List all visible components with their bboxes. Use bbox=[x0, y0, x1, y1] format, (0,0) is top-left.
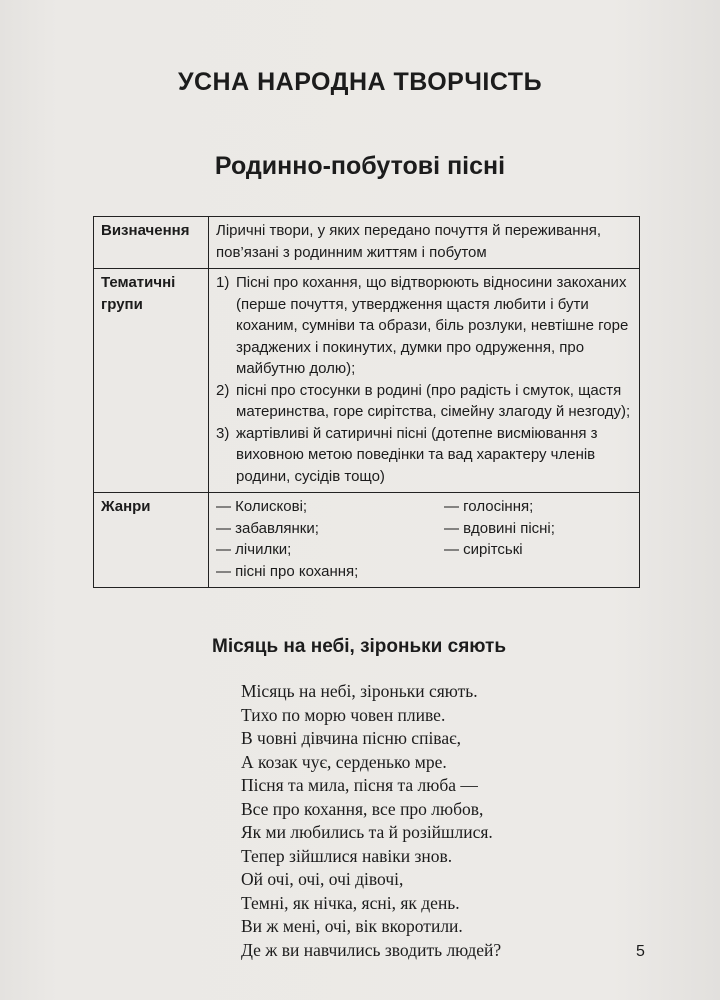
table-row-definition bbox=[94, 217, 640, 269]
poem-line: А козак чує, серденько мре. bbox=[241, 751, 447, 772]
genre-item: — лічилки; bbox=[216, 541, 292, 558]
table-row-groups bbox=[94, 269, 640, 493]
page-number: 5 bbox=[636, 943, 645, 960]
poem-line: Все про кохання, все про любов, bbox=[241, 798, 484, 819]
genres-label: Жанри bbox=[94, 493, 209, 588]
genres-column-1 bbox=[216, 496, 444, 582]
list-item-number: 1) bbox=[216, 274, 230, 291]
topic-title: Родинно-побутові пісні bbox=[214, 152, 506, 180]
poem-line: В човні дівчина пісню співає, bbox=[241, 728, 461, 748]
list-item-number: 3) bbox=[216, 424, 230, 442]
poem-line: Де ж ви навчились зводить людей? bbox=[241, 939, 502, 960]
genre-item: — голосіння; bbox=[444, 498, 534, 515]
list-item bbox=[216, 272, 632, 380]
poem-title: Місяць на небі, зіроньки сяють bbox=[212, 636, 507, 657]
list-item bbox=[216, 380, 632, 423]
definition-label: Визначення bbox=[94, 217, 209, 269]
groups-list bbox=[209, 269, 640, 493]
list-item-text: Пісні про кохання, що відтворюють відносини закоханих (перше почуття, утвердження щастя любити і бути коханим, сумніви та образи, біль розлуки, невтішне горе зраджених і покинутих, думки про одруження, про майбутню долю); bbox=[236, 274, 629, 377]
genre-item: — забавлянки; bbox=[216, 519, 319, 537]
list-item-number: 2) bbox=[216, 381, 230, 399]
list-item-text: пісні про стосунки в родині (про радість і смуток, щастя материнства, горе сирітства, сімейну злагоду й незгоду); bbox=[236, 381, 631, 420]
genres-column-2 bbox=[444, 496, 632, 582]
poem-line: Ой очі, очі, очі дівочі, bbox=[241, 869, 404, 889]
table-row-genres bbox=[94, 493, 640, 588]
poem-line: Як ми любились та й розійшлися. bbox=[241, 822, 493, 842]
list-item-text: жартівливі й сатиричні пісні (дотепне висміювання з виховною метою поведінки та вад характеру членів родини, сусідів тощо) bbox=[236, 424, 598, 485]
genres-cell bbox=[209, 493, 640, 588]
genre-item: — Колискові; bbox=[216, 498, 308, 515]
poem-line: Тихо по морю човен пливе. bbox=[241, 704, 446, 725]
poem-line: Пісня та мила, пісня та люба — bbox=[241, 775, 478, 795]
list-item bbox=[216, 423, 632, 488]
poem-line: Темні, як нічка, ясні, як день. bbox=[241, 892, 460, 913]
poem-line: Місяць на небі, зіроньки сяють. bbox=[241, 681, 478, 701]
poem-line: Тепер зійшлися навіки знов. bbox=[241, 845, 453, 866]
section-title: УСНА НАРОДНА ТВОРЧІСТЬ bbox=[177, 68, 543, 96]
genre-item: — пісні про кохання; bbox=[216, 562, 359, 580]
definition-table bbox=[93, 216, 640, 588]
definition-text: Ліричні твори, у яких передано почуття й переживання, пов’язані з родинним життям і побутом bbox=[209, 217, 640, 269]
poem-text bbox=[241, 680, 501, 962]
poem-line: Ви ж мені, очі, вік вкоротили. bbox=[241, 916, 463, 936]
genre-item: — вдовині пісні; bbox=[444, 519, 555, 537]
groups-label: Тематичні групи bbox=[94, 269, 209, 493]
genre-item: — сирітські bbox=[444, 541, 523, 558]
